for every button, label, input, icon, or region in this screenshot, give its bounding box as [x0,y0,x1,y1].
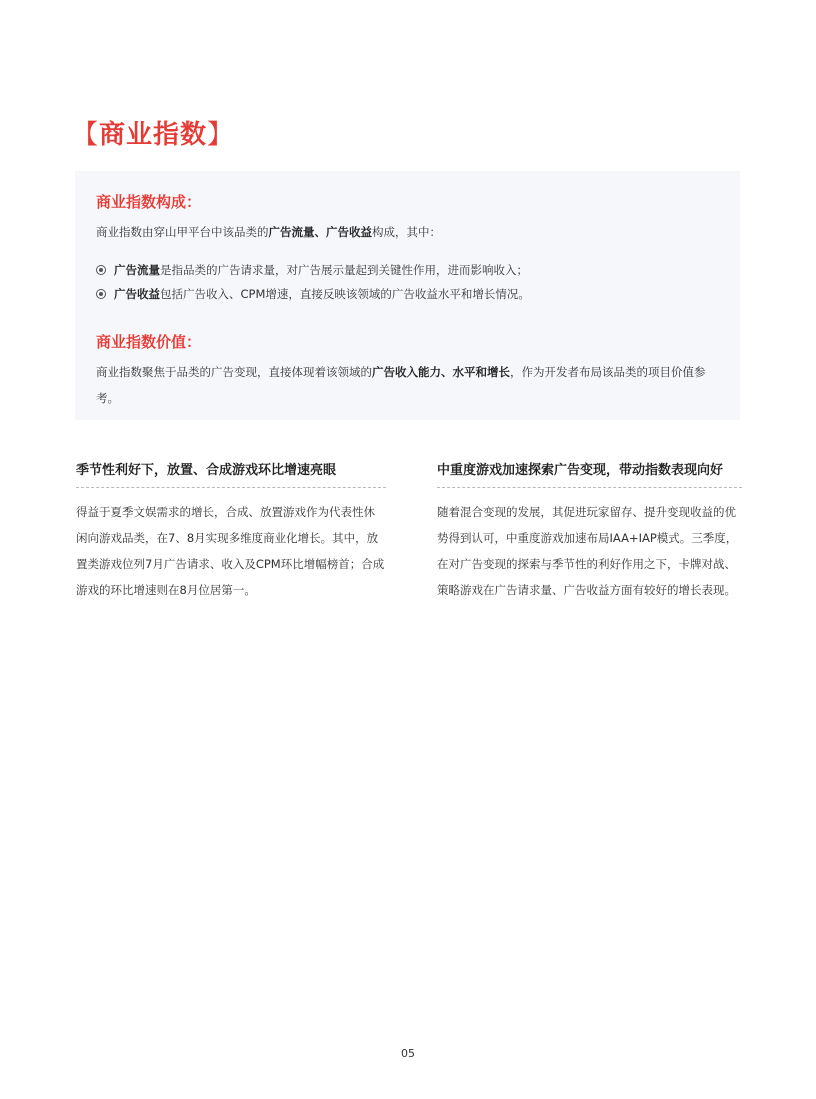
bullet-item: 广告收益包括广告收入、CPM增速，直接反映该领域的广告收益水平和增长情况。 [96,284,726,304]
left-column-heading: 季节性利好下，放置、合成游戏环比增速亮眼 [76,459,386,488]
value-text: 商业指数聚焦于品类的广告变现，直接体现着该领域的广告收入能力、水平和增长，作为开发者布局该品类的项目价值参考。 [96,365,706,405]
right-column [437,459,742,603]
title-bracket-close: 】 [207,120,235,150]
title-text: 商业指数 [99,120,208,150]
right-column-body: 随着混合变现的发展，其促进玩家留存、提升变现收益的优势得到认可，中重度游戏加速布局IAA+IAP模式。三季度，在对广告变现的探索与季节性的利好作用之下，卡牌对战、策略游戏在广告请求量、广告收益方面有较好的增长表现。 [437,505,738,597]
left-column-body: 得益于夏季文娱需求的增长，合成、放置游戏作为代表性休闲向游戏品类，在7、8月实现多维度商业化增长。其中，放置类游戏位列7月广告请求、收入及CPM环比增幅榜首；合成游戏的环比增速则在8月位居第一。 [76,505,385,597]
radio-bullet-icon [96,289,106,299]
page-title [72,114,234,151]
right-column-heading: 中重度游戏加速探索广告变现，带动指数表现向好 [437,459,742,488]
title-bracket-open: 【 [72,120,100,150]
radio-bullet-icon [96,265,106,275]
page-number: 05 [401,1047,415,1060]
bullet-item: 广告流量是指品类的广告请求量，对广告展示量起到关键性作用，进而影响收入； [96,260,726,280]
value-heading: 商业指数价值： [96,333,202,351]
info-panel [75,171,740,420]
composition-heading: 商业指数构成： [96,193,202,211]
composition-intro: 商业指数由穿山甲平台中该品类的广告流量、广告收益构成，其中： [96,225,441,239]
left-column [76,459,386,603]
